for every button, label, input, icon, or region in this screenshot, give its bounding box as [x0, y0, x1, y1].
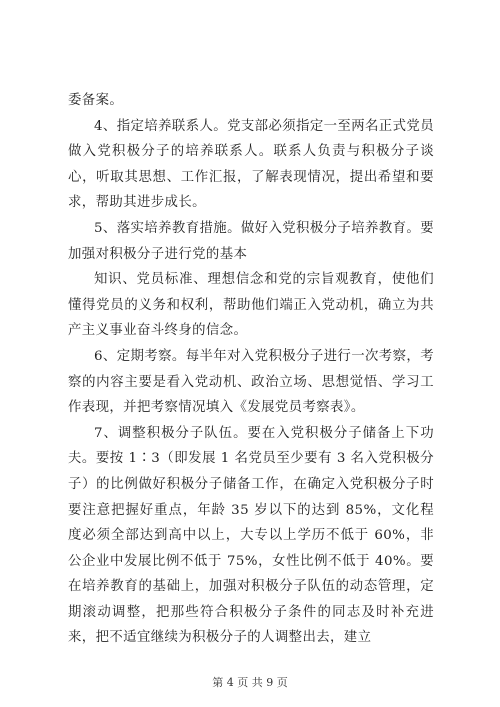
- paragraph-fragment: 委备案。: [68, 93, 124, 108]
- paragraph-item-4: 4、指定培养联系人。党支部必须指定一至两名正式党员做入党积极分子的培养联系人。联系人负责与积极分子谈心，听取其思想、工作汇报，了解表现情况，提出希望和要求，帮助其进步成长。: [68, 118, 434, 211]
- page-number-label: 第 4 页 共 9 页: [212, 676, 288, 689]
- page-footer: [0, 676, 500, 690]
- paragraph-item-7: 7、调整积极分子队伍。要在入党积极分子储备上下功夫。要按 1∶3（即发展 1 名党员至少要有 3 名入党积极分子）的比例做好积极分子储备工作，在确定入党积极分子时要注意把握好重点，年龄 35 岁以下的达到 85%，文化程度必须全部达到高中以上，大专以上学历不低于 60%，非公企业中发展比例不低于 75%，女性比例不低于 40%。要在培养教育的基础上，加强对积极分子队伍的动态管理，定期滚动调整，把那些符合积极分子条件的同志及时补充进来，把不适宜继续为积极分子的人调整出去，建立: [68, 425, 434, 646]
- paragraph-item-5-continued: 知识、党员标准、理想信念和党的宗旨观教育，使他们懂得党员的义务和权利，帮助他们端正入党动机，确立为共产主义事业奋斗终身的信念。: [68, 272, 434, 339]
- paragraph-item-5: 5、落实培养教育措施。做好入党积极分子培养教育。要加强对积极分子进行党的基本: [68, 220, 434, 262]
- paragraph-item-6: 6、定期考察。每半年对入党积极分子进行一次考察，考察的内容主要是看入党动机、政治立场、思想觉悟、学习工作表现，并把考察情况填入《发展党员考察表》。: [68, 348, 434, 416]
- document-body: [68, 88, 434, 651]
